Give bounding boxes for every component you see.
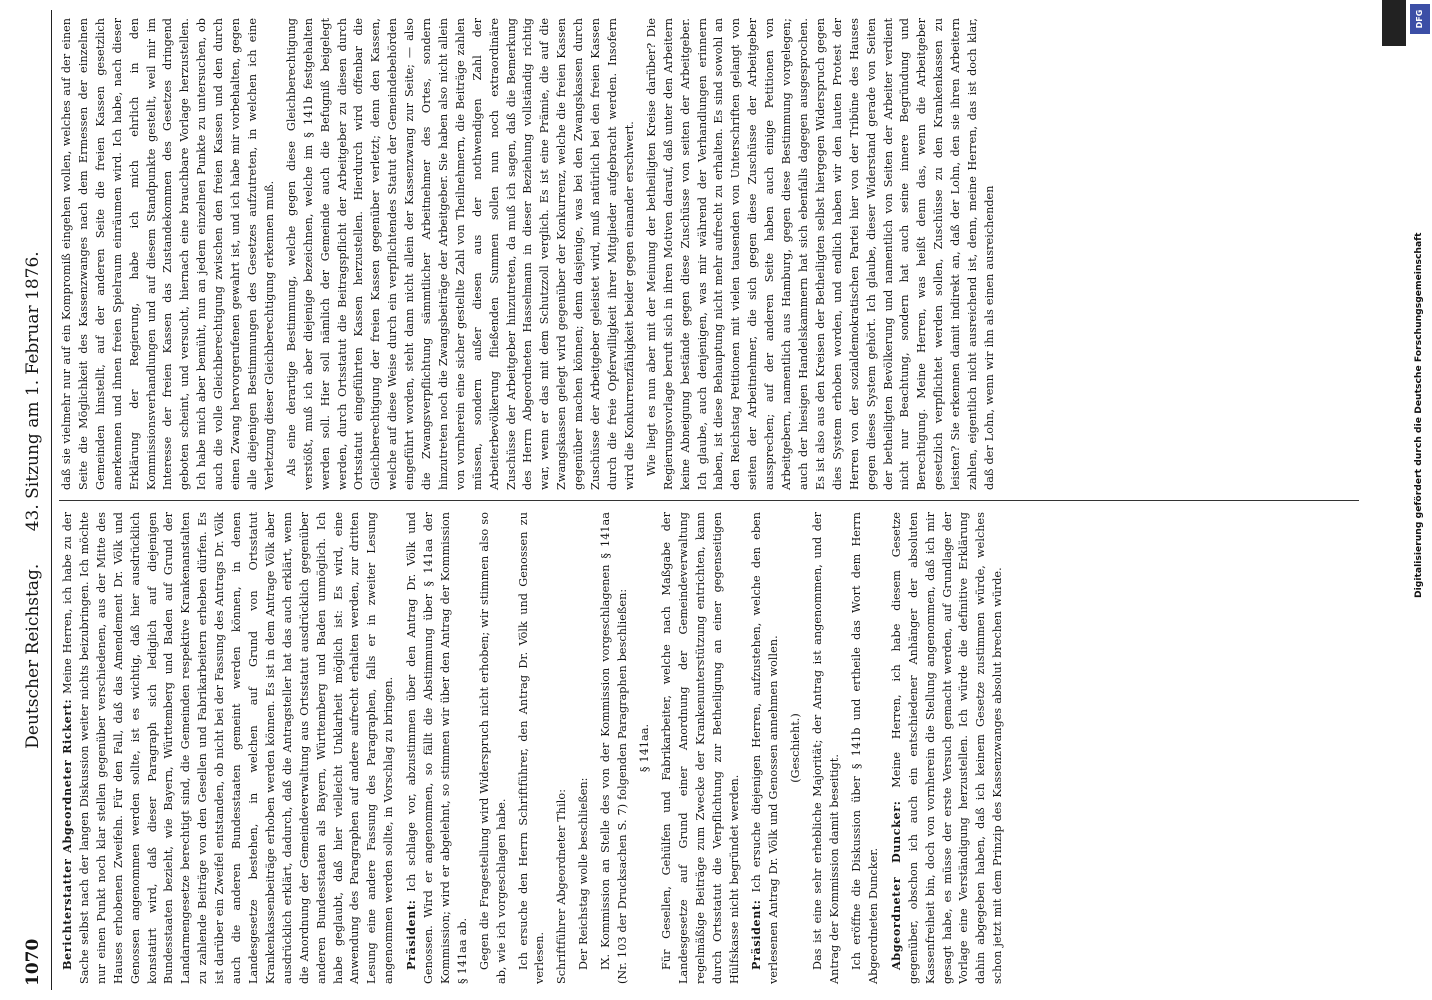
paragraph — [888, 512, 1007, 984]
speech-text: Meine Herren, ich habe zu der Sache selbst nach der langen Diskussion weiter nichts beizubringen. Ich möchte nur einen Punkt noch klar stellen gegenüber verschiedenen, aus der Mitte des Hauses erhobenen Zweifeln. Für den Fall, daß das Amendement Dr. Völk und Genossen angenommen werden sollte, ist es wichtig, daß hier ausdrücklich konstatirt wird, daß dieser Paragraph sich lediglich auf diejenigen Bundesstaaten bezieht, wie Bayern, Württemberg und Baden auf Grund der Landarmengesetze berechtigt sind, die Gemeinden respektive Krankenanstalten zu zahlende Beiträge von den Gesellen und Fabrikarbeitern erheben dürfen. Es ist darüber ein Zweifel entstanden, ob nicht bei der Fassung des Antrags Dr. Völk auch die anderen Bundesstaaten gemeint werden können, in denen Landesgesetze bestehen, in welchen auf Grund von Ortsstatut Krankenkassenbeiträge erhoben werden können. Es ist in dem Antrage Völk aber ausdrücklich erklärt, dadurch, daß die Antragsteller hat das auch erklärt, wenn die Anordnung der Gemeindeverwaltung aus Ortsstatut ausdrücklich gegenüber anderen Bundesstaaten als Bayern, Württemberg und Baden unmöglich. Ich habe geglaubt, daß hier vielleicht Unklarheit möglich ist: Es wird, eine Anwendung des Paragraphen auf andere aufrecht erhalten werden, zur dritten Lesung eine andere Fassung des Paragraphen, falls er in zweiter Lesung angenommen werden sollte, in Vorschlag zu bringen. — [61, 512, 396, 984]
paragraph: daß sie vielmehr nur auf ein Kompromiß eingehen wollen, welches auf der einen Seite die Möglichkeit des Kassenzwanges nach dem Ermessen der einzelnen Gemeinden hinstellt, auf der anderen Seite die freien Kassen gesetzlich anerkennen und ihnen freien Spielraum einräumen wird. Ich habe, nach dieser Erklärung der Regierung, habe ich mich ehrlich in den Kommissionsverhandlungen und auf diesem Standpunkte gestellt, weil mir im Interesse der freien Kassen das Zustandekommen des Gesetzes dringend geboten scheint, und versucht, hiernach eine brauchbare Vorlage herzustellen. Ich habe mich aber bemüht, nun an jedem einzelnen Punkte zu untersuchen, ob auch die volle Gleichberechtigung zwischen den freien Kassen und den durch einen Zwang hervorgerufenen gewahrt ist, und ich habe mir vorbehalten, gegen alle diejenigen Bestimmungen des Gesetzes aufzutreten, in welchen ich eine Verletzung dieser Gleichberechtigung erkennen muß. — [60, 18, 276, 490]
speaker-name: Präsident: — [404, 899, 419, 970]
section-heading: § 141aa. — [638, 723, 651, 773]
paragraph: Als eine derartige Bestimmung, welche gegen diese Gleichberechtigung verstößt, muß ich aber diejenige bezeichnen, welche im § 141b festgehalten werden soll. Hier soll nämlich der Gemeinde auch die Befugniß beigelegt werden, durch Ortsstatut die Beitragspflicht der Arbeitgeber zu diesen durch Ortsstatut eingeführten Kassen herzustellen. Hierdurch wird offenbar die Gleichberechtigung der freien Kassen gegenüber verletzt; denn den Kassen, welche auf diese Weise durch ein verpflichtendes Statut der Gemeindebehörden eingeführt worden, steht dann nicht allein der Kassenzwang zur Seite; — also die Zwangsverpflichtung sämmtlicher Arbeitnehmer des Ortes, sondern hinzutreten noch die Zwangsbeiträge der Arbeitgeber. Sie haben also nicht allein von vornherein eine sicher gestellte Zahl von Theilnehmern, die Beiträge zahlen müssen, sondern außer diesen aus der nothwendigen Zahl der Arbeiterbevölkerung fließenden Summen sollen nun noch extraordinäre Zuschüsse der Arbeitgeber hinzutreten, da muß ich sagen, daß die Bemerkung des Herrn Abgeordneten Hasselmann in dieser Beziehung vollständig richtig war, wenn er das mit dem Schutzzoll verglich. Es ist eine Prämie, die auf die Zwangskassen gelegt wird gegenüber der Konkurrenz, welche die freien Kassen gegenüber machen können; denn dasjenige, was bei den Zwangskassen durch Zuschüsse der Arbeitgeber geleistet wird, muß natürlich bei den freien Kassen durch die freie Opferwilligkeit ihrer Mitglieder aufgebracht werden. Insofern wird die Konkurrenzfähigkeit beider gegen einander erschwert. — [284, 18, 636, 490]
motion-intro: Der Reichstag wolle beschließen: — [577, 777, 591, 970]
page-number: 1070 — [23, 938, 43, 986]
speaker-line — [554, 512, 571, 984]
speech-text: Ich ersuche diejenigen Herren, aufzustehen, welche den eben verlesenen Antrag Dr. Völk und Genossen annehmen wollen. — [750, 512, 781, 984]
dfg-notice-text: Digitalisierung gefördert durch die Deutsche Forschungsgemeinschaft — [1413, 232, 1424, 598]
paragraph — [59, 512, 398, 984]
dfg-logo-text: DFG — [1415, 9, 1424, 29]
left-column — [59, 512, 1399, 984]
paragraph: Ich ersuche den Herrn Schriftführer, den Antrag Dr. Völk und Genossen zu verlesen. — [516, 512, 547, 984]
running-head — [15, 10, 52, 990]
speech-text: Ich schlage vor, abzustimmen über den Antrag Dr. Völk und Genossen. Wird er angenommen, so fällt die Abstimmung über § 141aa der Kommission; wird er abgelehnt, so stimmen wir über den Antrag der Kommission § 141aa ab. — [405, 512, 469, 984]
publication-title: Deutscher Reichstag. — [23, 563, 43, 749]
speaker-name: Berichterstatter Abgeordneter Rickert: — [60, 698, 74, 970]
paragraph — [748, 512, 783, 984]
column-divider — [59, 500, 1359, 501]
dfg-notice — [1408, 4, 1432, 598]
running-title — [15, 10, 51, 990]
speaker-name: Abgeordneter Duncker: — [888, 800, 903, 970]
right-column — [59, 18, 1399, 490]
paragraph: Das ist eine sehr erhebliche Majorität; der Antrag ist angenommen, und der Antrag der Kommission damit beseitigt. — [811, 512, 842, 984]
session-title: 43. Sitzung am 1. Februar 1876. — [23, 251, 43, 532]
paragraph: Wie liegt es nun aber mit der Meinung der betheiligten Kreise darüber? Die Regierungsvorlage beruft sich in ihren Motiven darauf, daß unter den Arbeitern keine Abneigung bestände gegen diese Zuschüsse von seiten der Arbeitgeber. Ich glaube, auch denjenigen, was mir während der Verhandlungen erinnern haben, ist diese Behauptung nicht mehr aufrecht zu erhalten. Es sind sowohl an den Reichstag Petitionen mit vielen tausenden von Unterschriften gelangt von seiten der Arbeitnehmer, die sich gegen diese Zuschüsse der Arbeitgeber aussprechen; auf der anderen Seite haben auch einige Petitionen von Arbeitgebern, namentlich aus Hamburg, gegen diese Bestimmung vorgelegen; auch der hiesigen Handelskammern hat sich ebenfalls dagegen ausgesprochen. Es ist also aus den Kreisen der Betheiligten selbst hiergegen Widerspruch gegen dies System erhoben worden, und endlich haben wir den lauten Protest der Herren von der sozialdemokratischen Partei hier von der Tribüne des Hauses gegen dieses System gehört. Ich glaube, dieser Widerstand gerade von Seiten der betheiligten Bevölkerung und namentlich von Seiten der Arbeiter verdient nicht nur Beachtung, sondern hat auch seine innere Begründung und Berechtigung. Meine Herren, was heißt denn das, wenn die Arbeitgeber gesetzlich verpflichtet werden sollen, Zuschüsse zu den Krankenkassen zu leisten? Sie erkennen damit indirekt an, daß der Lohn, den sie ihren Arbeitern zahlen, eigentlich nicht ausreichend ist, denn, meine Herren, das ist doch klar, daß der Lohn, wenn wir ihn als einen ausreichenden — [644, 18, 996, 490]
speaker-name: Schriftführer Abgeordneter Thilo: — [555, 788, 569, 984]
speech-text: Meine Herren, ich habe diesem Gesetze gegenüber, obschon ich auch ein entschiedener Anhänger der absoluten Kassenfreiheit bin, doch von vornherein die Stellung angenommen, daß ich mir gesagt habe, es müsse der erste Versuch gemacht werden, auf Grundlage der Vorlage eine Verständigung herzustellen. Ich würde die definitive Erklärung dahin abgegeben haben, daß ich keinem Gesetze zustimmen würde, welches schon jetzt mit dem Prinzip des Kassenzwanges absolut brechen würde. — [889, 512, 1005, 984]
speaker-name: Präsident: — [749, 899, 764, 970]
paragraph — [403, 512, 472, 984]
dfg-logo — [1410, 4, 1430, 34]
section-text: Für Gesellen, Gehülfen und Fabrikarbeiter, welche nach Maßgabe der Landesgesetze auf Grund einer Anordnung der Gemeindeverwaltung regelmäßige Beiträge zum Zwecke der Krankenunterstützung entrichten, kann durch Ortsstatut die Verpflichtung zur Betheiligung an einer gegenseitigen Hülfskasse nicht begründet werden. — [659, 512, 741, 984]
rotated-page — [15, 10, 1405, 990]
stage-direction: (Geschieht.) — [789, 713, 803, 783]
paragraph: Gegen die Fragestellung wird Widerspruch nicht erhoben; wir stimmen also so ab, wie ich vorgeschlagen habe. — [477, 512, 508, 984]
paragraph: Ich eröffne die Diskussion über § 141b und ertheile das Wort dem Herrn Abgeordneten Duncker. — [849, 512, 880, 984]
motion-text: IX. Kommission an Stelle des von der Kommission vorgeschlagenen § 141aa (Nr. 103 der Drucksachen S. 7) folgenden Paragraphen beschließen: — [599, 512, 630, 984]
